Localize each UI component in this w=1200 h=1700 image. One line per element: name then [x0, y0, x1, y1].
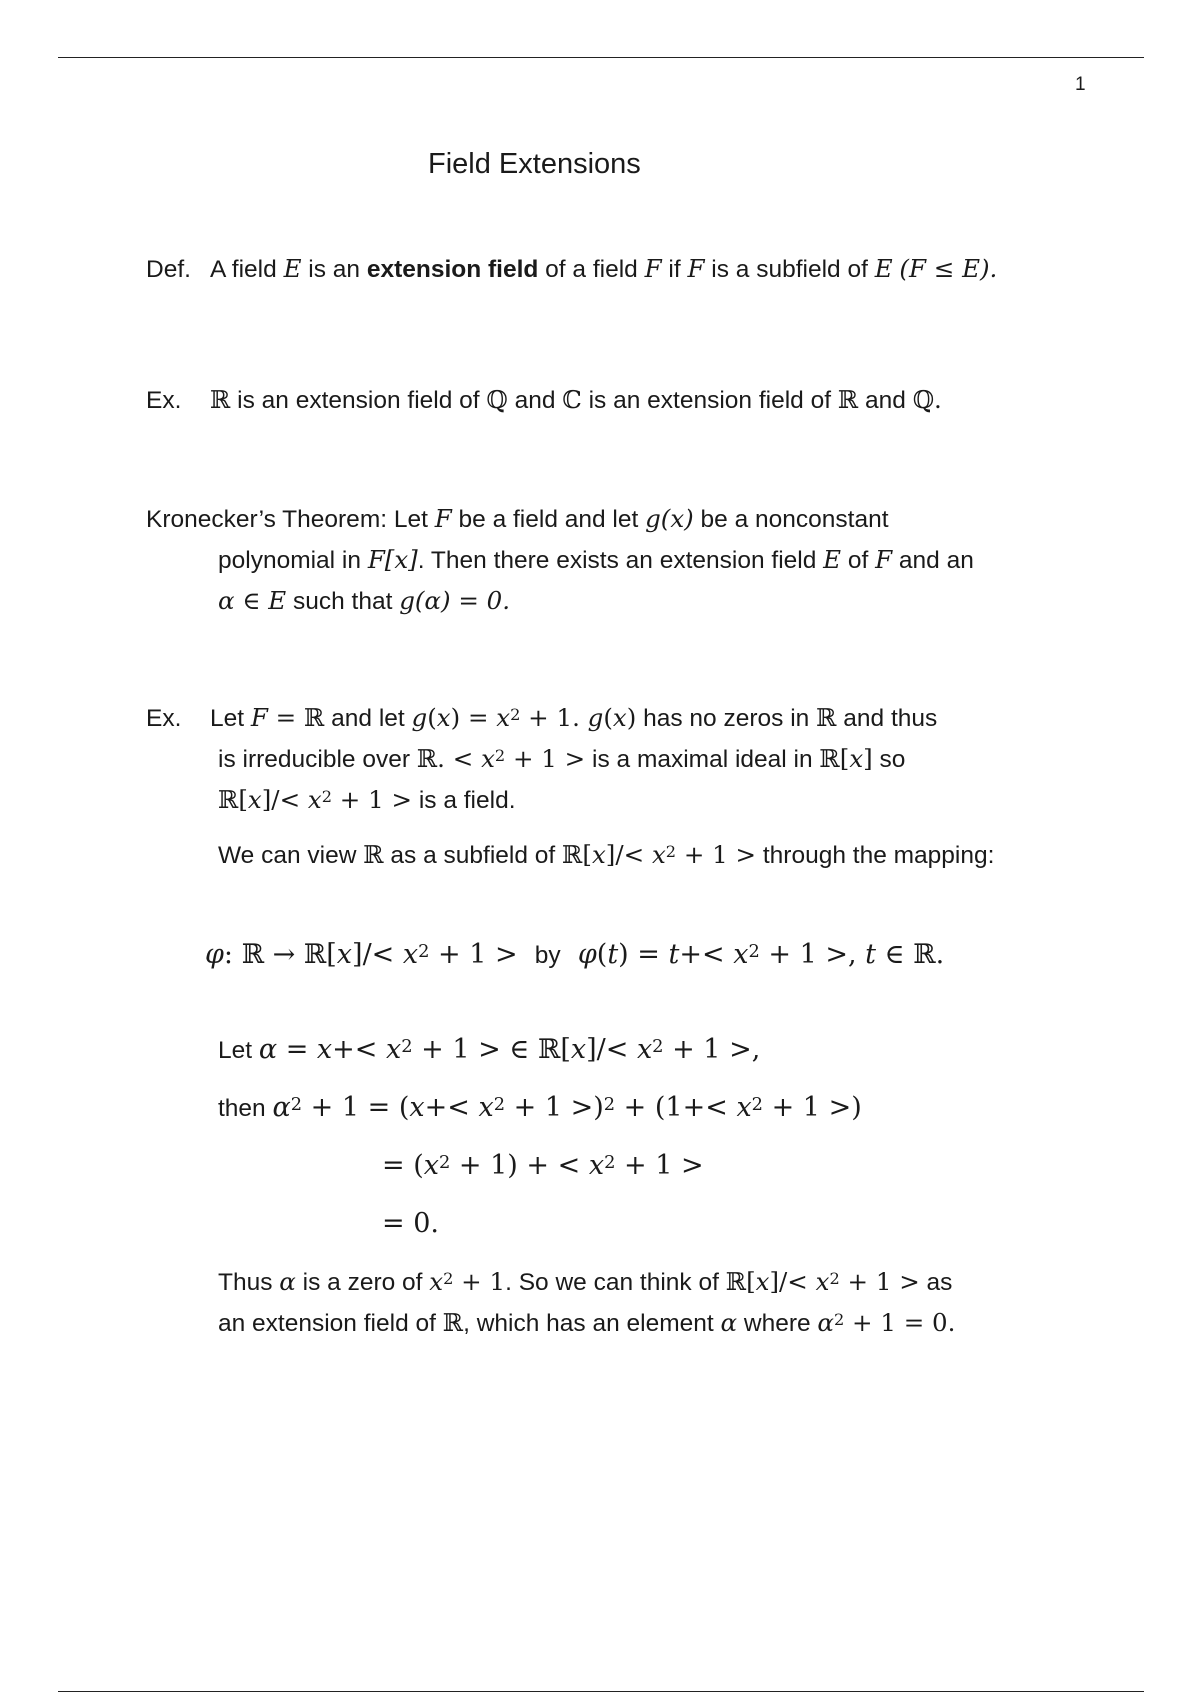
derivation-line-1: then $\alpha^2 + 1 = (x+< x^2 + 1 >)^2 + (1+< x^2 + 1$ >) — [218, 1092, 862, 1123]
page-title: Field Extensions — [428, 148, 641, 180]
example-tag: Ex. — [146, 387, 182, 414]
theorem-label: Kronecker’s Theorem: Let — [146, 506, 435, 533]
kronecker-theorem: Kronecker’s Theorem: Let F be a field and let g(x) be a nonconstant polynomial in F[x]. Then there exists an extension field E of F and an α ∈ E such that g(α) = 0. — [146, 504, 974, 615]
bottom-rule — [58, 1691, 1144, 1692]
top-rule — [58, 57, 1144, 58]
definition: Def. A field E is an extension field of a field F if F is a subfield of E (F ≤ E). — [146, 249, 997, 290]
mapping-equation: φ: ℝ → ℝ[x]/< $x^2 + 1$ > by $\varphi(t) = t+< x^2 + 1$ >, t ∈ ℝ. — [205, 939, 945, 970]
derivation-line-3: = 0. — [382, 1208, 439, 1239]
alpha-definition: Let $\alpha = x+< x^2 + 1$ > ∈ ℝ[x]/< $x^2 + 1$ >, — [218, 1034, 761, 1065]
extension-field-term: extension field — [366, 256, 539, 283]
example-2: Ex. Let F = ℝ and let $g(x) = x^2 + 1$. g(x) has no zeros in ℝ and thus is irreducible over ℝ. < $x^2 + 1$ > is a maximal ideal in ℝ[x] so ℝ[x]/< $x^2 + 1$ > is a field. We can view ℝ as a subfield of ℝ[x]/< $x^2 + 1$ > through the mapping: — [146, 698, 994, 876]
page-number: 1 — [1075, 74, 1086, 95]
example-1: Ex. ℝ is an extension field of ℚ and ℂ is an extension field of ℝ and ℚ. — [146, 380, 942, 421]
conclusion: Thus α is a zero of $x^2 + 1$. So we can think of ℝ[x]/< $x^2 + 1$ > as an extension field of ℝ, which has an element α where $\alpha^2 + 1 = 0$. — [218, 1267, 956, 1337]
example-tag: Ex. — [146, 705, 182, 732]
derivation-line-2: = $(x^2 + 1)$ + < $x^2 + 1$ > — [382, 1150, 704, 1181]
definition-tag: Def. — [146, 256, 191, 283]
